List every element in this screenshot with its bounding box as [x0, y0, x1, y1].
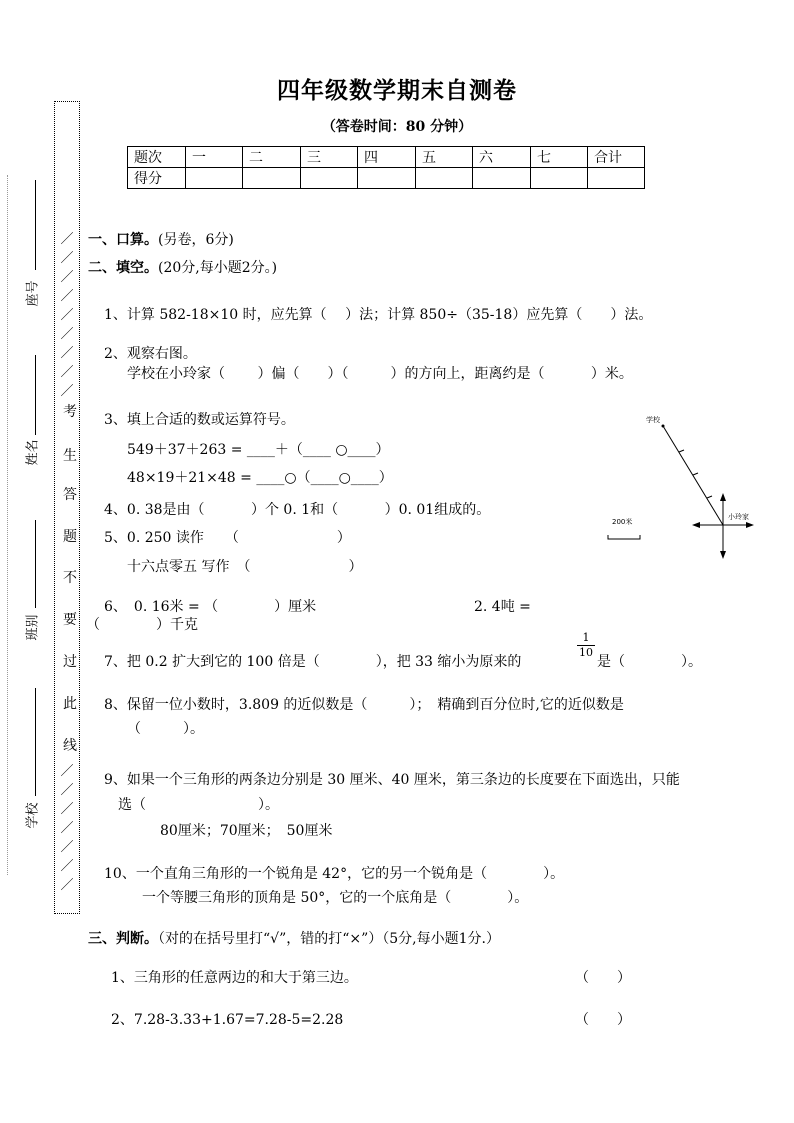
page-title: 四年级数学期末自测卷 — [277, 77, 517, 104]
section-1-heading: 一、口算。(另卷，6分) — [88, 232, 234, 248]
binding-char: 不 — [63, 570, 77, 586]
question-10-line-2: 一个等腰三角形的顶角是 50°，它的一个底角是（ ）。 — [142, 890, 529, 906]
table-cell: 得分 — [128, 168, 186, 189]
table-cell: 二 — [243, 147, 301, 168]
question-6-part-3: （ ）千克 — [86, 617, 198, 633]
question-9-options: 80厘米；70厘米； 50厘米 — [160, 823, 333, 839]
scale-tick — [707, 496, 712, 498]
binding-char: 过 — [63, 654, 77, 670]
section-2-heading: 二、填空。(20分,每小题2分。) — [88, 260, 278, 276]
question-3-line-2: 48×19＋21×48 = ____○（____○____） — [127, 470, 393, 486]
school-map-label: 学校 — [646, 416, 660, 424]
score-input-cell[interactable] — [531, 168, 588, 189]
scale-label: 200米 — [612, 518, 633, 526]
question-10-line-1: 10、一个直角三角形的一个锐角是 42°，它的另一个锐角是（ ）。 — [104, 866, 565, 882]
scale-tick — [679, 450, 684, 452]
school-field-line[interactable] — [35, 688, 36, 796]
slash-column-top: ／ ／ ／ ／ ／ ／ ／ ／ ／ — [60, 232, 74, 399]
direction-map — [600, 410, 765, 562]
table-cell: 合计 — [588, 147, 645, 168]
question-7-part-2: 是（ ）。 — [597, 654, 702, 670]
table-cell: 四 — [358, 147, 416, 168]
table-cell: 五 — [416, 147, 473, 168]
binding-char: 生 — [63, 448, 77, 464]
binding-char: 答 — [63, 487, 77, 503]
judge-item-1: 1、三角形的任意两边的和大于第三边。 — [111, 970, 358, 986]
south-arrow — [720, 551, 726, 559]
north-arrow — [720, 493, 726, 501]
score-table — [127, 146, 645, 189]
score-table-header-row — [128, 147, 645, 168]
section-3-heading: 三、判断。（对的在括号里打“√”，错的打“×”）（5分,每小题1分.） — [88, 931, 500, 947]
question-7-part-1: 7、把 0.2 扩大到它的 100 倍是（ ），把 33 缩小为原来的 — [104, 654, 522, 670]
score-input-cell[interactable] — [301, 168, 358, 189]
question-4: 4、0. 38是由（ ）个 0. 1和（ ）0. 01组成的。 — [104, 502, 491, 518]
question-8-line-1: 8、保留一位小数时，3.809 的近似数是（ ）； 精确到百分位时,它的近似数是 — [104, 697, 624, 713]
question-3-title: 3、填上合适的数或运算符号。 — [104, 412, 295, 428]
score-input-cell[interactable] — [243, 168, 301, 189]
score-input-cell[interactable] — [416, 168, 473, 189]
judge-item-2: 2、7.28-3.33+1.67=7.28-5=2.28 — [111, 1012, 344, 1028]
binding-char: 此 — [63, 696, 77, 712]
scale-bar — [608, 535, 640, 539]
question-1: 1、计算 582-18×10 时，应先算（ ）法；计算 850÷（35-18）应先算（ ）法。 — [104, 307, 653, 323]
question-6-part-2: 2. 4吨 = — [474, 599, 531, 615]
side-border — [7, 175, 9, 875]
seat-label: 座号 — [25, 280, 41, 307]
slash-column-bottom: ／ ／ ／ ／ ／ ／ ／ — [60, 764, 74, 893]
binding-char: 考 — [63, 404, 77, 420]
question-8-line-2: （ ）。 — [127, 721, 204, 737]
binding-char: 线 — [63, 738, 77, 754]
fraction-one-tenth: 1 10 — [579, 631, 593, 659]
school-point — [662, 425, 665, 428]
seat-field-line[interactable] — [35, 180, 36, 270]
question-5-line-2: 十六点零五 写作 （ ） — [127, 559, 363, 575]
question-2-body: 学校在小玲家（ ）偏（ ）（ ）的方向上，距离约是（ ）米。 — [127, 366, 633, 382]
name-label: 姓名 — [25, 439, 41, 466]
home-map-label: 小玲家 — [728, 513, 749, 521]
east-arrow — [746, 522, 754, 528]
binding-char: 题 — [63, 529, 77, 545]
scale-tick — [693, 473, 698, 475]
table-cell: 六 — [473, 147, 531, 168]
question-9-line-2: 选（ ）。 — [118, 797, 279, 813]
name-field-line[interactable] — [35, 355, 36, 435]
class-label: 班别 — [25, 614, 41, 641]
school-label: 学校 — [25, 802, 41, 829]
table-cell: 七 — [531, 147, 588, 168]
score-table-score-row — [128, 168, 645, 189]
question-6-part-1: 6、 0. 16米 = （ ）厘米 — [104, 599, 317, 615]
question-3-line-1: 549＋37＋263 = ____＋（____ ○____） — [127, 442, 390, 458]
table-cell: 一 — [186, 147, 243, 168]
judge-answer-1[interactable]: （ ） — [575, 970, 631, 986]
question-5-line-1: 5、0. 250 读作 （ ） — [104, 530, 351, 546]
page-subtitle: （答卷时间：80 分钟） — [321, 119, 473, 135]
binding-char: 要 — [63, 612, 77, 628]
question-2-title: 2、观察右图。 — [104, 346, 197, 362]
school-to-home-line — [663, 426, 723, 525]
class-field-line[interactable] — [35, 520, 36, 608]
score-input-cell[interactable] — [186, 168, 243, 189]
table-cell: 三 — [301, 147, 358, 168]
score-input-cell[interactable] — [473, 168, 531, 189]
score-input-cell[interactable] — [358, 168, 416, 189]
score-input-cell[interactable] — [588, 168, 645, 189]
judge-answer-2[interactable]: （ ） — [575, 1012, 631, 1028]
table-cell: 题次 — [128, 147, 186, 168]
question-9-line-1: 9、如果一个三角形的两条边分别是 30 厘米、40 厘米，第三条边的长度要在下面选出，只能 — [104, 772, 680, 788]
west-arrow — [692, 522, 700, 528]
